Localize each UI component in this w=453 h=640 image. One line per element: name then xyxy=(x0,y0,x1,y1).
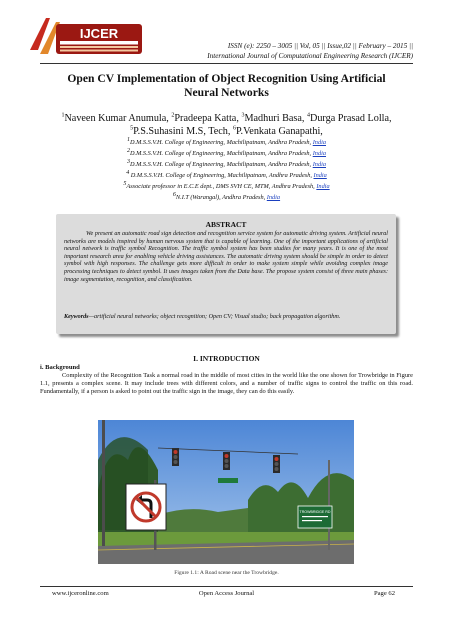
affiliation-sup: 2 xyxy=(126,147,130,154)
affiliation-link[interactable]: India xyxy=(312,150,326,157)
footer-rule xyxy=(40,586,413,587)
abstract-heading: ABSTRACT xyxy=(205,220,247,229)
affiliation-4 xyxy=(60,169,393,180)
trowbridge-road-sign xyxy=(298,506,332,528)
footer-journal: Open Access Journal xyxy=(198,590,255,597)
footer-website[interactable]: www.ijceronline.com xyxy=(52,590,109,597)
author-name: Madhuri Basa, xyxy=(244,113,307,124)
keywords-text: —artificial neural networks; object recognition; Open CV; Visual studio; back propagation algorithm. xyxy=(88,314,341,320)
issn-line: ISSN (e): 2250 – 3005 || Vol, 05 || Issue,02 || February – 2015 || xyxy=(227,42,413,50)
abstract-text: We present an automatic road sign detection and recognition service system for automatic driving system. Artificial neural networks are models inspired by human nervous system that is capable of learning. One of the important applications of artificial neural network is traffic symbol Recognition. The traffic symbol system has been studies for many years. It is one of the most important research area for enabling vehicle driving assistances. The automatic driving system should be simple in order to detect symbol with high responses. The challenge gets more difficult in order to make system simple while avoiding complex image processing techniques to detect symbol. It uses images taken from the Data base. The propose system consist of three main phases: image segmentation, recognition, and classification. xyxy=(64,231,388,283)
affiliation-sup: 5 xyxy=(123,180,127,187)
affiliation-text: D.M.S.S.V.H. College of Engineering, Machilipatnam, Andhra Pradesh, xyxy=(129,139,313,146)
trowbridge-sign-text: TROWBRIDGE RD xyxy=(299,510,331,514)
author-sup: 6 xyxy=(233,125,236,132)
affiliation-3 xyxy=(60,158,393,169)
affiliation-6 xyxy=(60,191,393,202)
affiliation-sup: 1 xyxy=(126,136,130,143)
author-sup: 2 xyxy=(171,112,175,119)
affiliation-sup: 6 xyxy=(172,191,176,198)
affiliation-text: Associate professor in E.C.E dept., DMS SVH CE, MTM, Andhra Pradesh, xyxy=(126,183,317,190)
affiliation-link[interactable]: India xyxy=(266,194,281,201)
background-heading: i. Background xyxy=(40,364,80,371)
svg-text:IJCER: IJCER xyxy=(79,26,119,41)
page-number: Page 62 xyxy=(373,590,395,597)
abstract-box xyxy=(56,214,396,334)
author-name: Durga Prasad Lolla, xyxy=(309,113,392,124)
affiliation-text: D.M.S.S.V.H. College of Engineering, Machilipatnam, Andhra Pradesh, xyxy=(129,172,314,179)
no-left-turn-sign xyxy=(126,484,166,530)
journal-name: International Journal of Computational Engineering Research (IJCER) xyxy=(207,52,413,60)
affiliation-text: D.M.S.S.V.H. College of Engineering, Machilipatnam, Andhra Pradesh, xyxy=(129,150,313,157)
affiliation-1 xyxy=(60,136,393,147)
figure-caption: Figure 1.1: A Road scene near the Trowbridge. xyxy=(174,570,279,576)
keywords-label: Keywords xyxy=(64,314,89,320)
header-rule xyxy=(40,63,413,64)
author-name: P.Venkata Ganapathi, xyxy=(236,126,323,137)
affiliation-text: D.M.S.S.V.H. College of Engineering, Machilipatnam, Andhra Pradesh, xyxy=(129,161,313,168)
logo-emblem-icon xyxy=(30,18,60,54)
author-sup: 4 xyxy=(306,112,310,119)
affiliation-link[interactable]: India xyxy=(316,183,330,190)
paper-title-line1: Open CV Implementation of Object Recognition Using Artificial xyxy=(67,72,386,85)
author-sup: 5 xyxy=(130,125,134,132)
author-list xyxy=(52,112,401,138)
affiliation-link[interactable]: India xyxy=(312,139,326,146)
affiliation-link[interactable]: India xyxy=(313,172,327,179)
affiliation-sup: 3 xyxy=(126,158,130,165)
paper-title xyxy=(40,72,413,100)
author-name: Pradeepa Katta, xyxy=(174,113,242,124)
affiliation-5 xyxy=(60,180,393,191)
affiliation-sup: 4 xyxy=(126,169,130,176)
keywords xyxy=(64,314,388,322)
road-scene-photo xyxy=(98,420,354,564)
affiliation-link[interactable]: India xyxy=(312,161,326,168)
background-text: Complexity of the Recognition Task a normal road in the middle of most cities in the world like the one shown for Trowbridge in Figure 1.1, presents a complex scene. It may include trees with different colors, and a number of traffic signs to control the traffic on this road. Fundamentally, if a person is asked to point out the traffic sign in the image, they can do this easily. xyxy=(40,372,413,396)
author-sup: 3 xyxy=(241,112,245,119)
introduction-heading: I. INTRODUCTION xyxy=(193,354,260,363)
author-name: Naveen Kumar Anumula, xyxy=(64,113,172,124)
author-name: P.S.Suhasini M.S, Tech, xyxy=(133,126,233,137)
author-sup: 1 xyxy=(61,112,65,119)
paper-title-line2: Neural Networks xyxy=(184,86,269,99)
affiliation-2 xyxy=(60,147,393,158)
affiliation-text: N.I.T (Warangal), Andhra Pradesh, xyxy=(175,194,267,201)
